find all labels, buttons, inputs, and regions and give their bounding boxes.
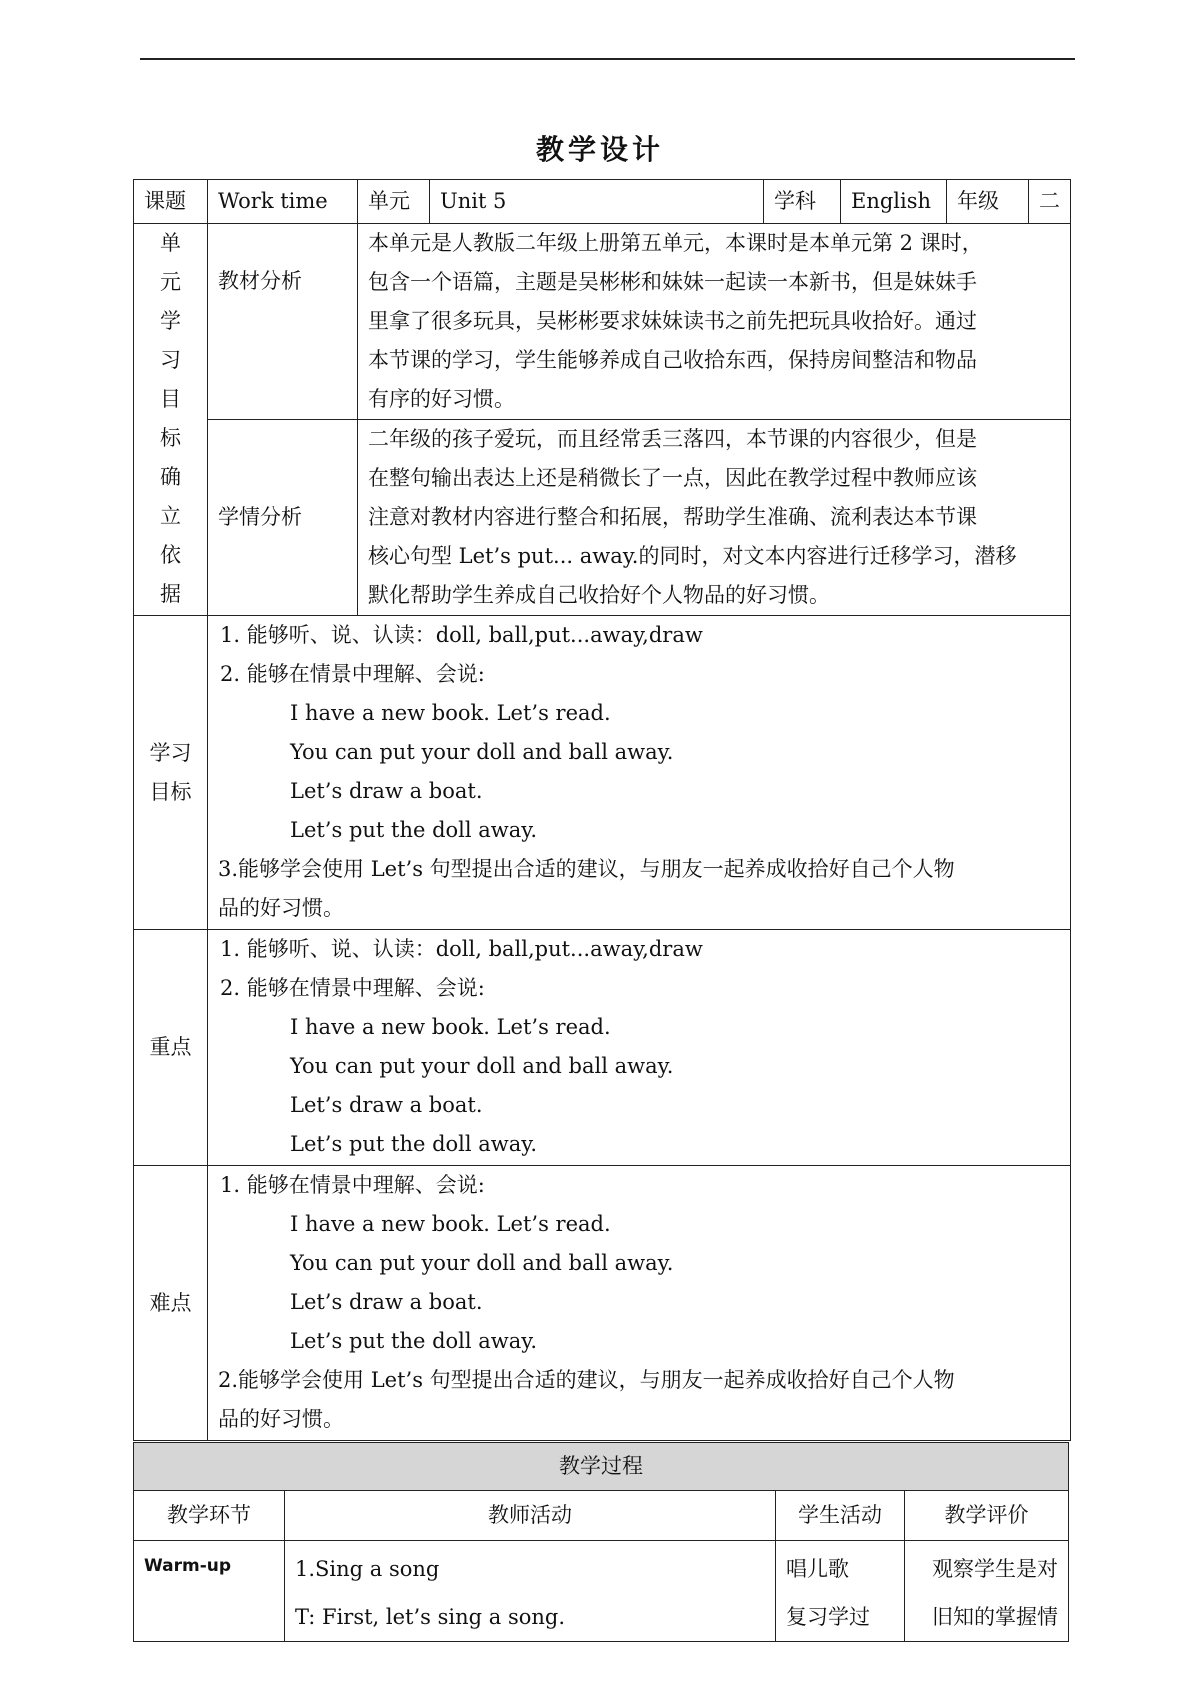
teacher-activity-cell: 1.Sing a song T: First, let’s sing a song. (285, 1541, 776, 1642)
lesson-plan-table (133, 179, 1071, 1441)
key-points-content: 1. 能够听、说、认读：doll, ball,put...away,draw 2. 能够在情景中理解、会说: I have a new book. Let’s read. You can put your doll and ball away. Let’s draw a boat. Let’s put the doll away. (208, 930, 1071, 1166)
student-activity-cell: 唱儿歌 复习学过 (776, 1541, 905, 1642)
process-header: 教学过程 (134, 1443, 1069, 1491)
difficulties-row (134, 1166, 1071, 1441)
unit-value: Unit 5 (430, 180, 764, 224)
header-row (134, 180, 1071, 224)
col-student: 学生活动 (776, 1491, 905, 1541)
subject-value: English (841, 180, 947, 224)
topic-label: 课题 (134, 180, 208, 224)
difficulties-label: 难点 (134, 1166, 208, 1441)
students-label: 学情分析 (208, 420, 358, 616)
process-table (133, 1442, 1069, 1642)
grade-label: 年级 (947, 180, 1029, 224)
basis-label: 单 元 学 习 目 标 确 立 依 据 (134, 224, 208, 616)
difficulties-content: 1. 能够在情景中理解、会说: I have a new book. Let’s read. You can put your doll and ball away. Let’s draw a boat. Let’s put the doll away. 2.能够学会使用 Let’s 句型提出合适的建议，与朋友一起养成收拾好自己个人物 品的好习惯。 (208, 1166, 1071, 1441)
header-rule (140, 58, 1075, 60)
stage-cell: Warm-up (134, 1541, 285, 1642)
key-points-label: 重点 (134, 930, 208, 1166)
col-stage: 教学环节 (134, 1491, 285, 1541)
objectives-label: 学习 目标 (134, 616, 208, 930)
key-points-row (134, 930, 1071, 1166)
col-evaluation: 教学评价 (905, 1491, 1069, 1541)
process-header-row (134, 1443, 1069, 1491)
page-title: 教学设计 (535, 133, 664, 166)
unit-label: 单元 (358, 180, 430, 224)
col-teacher: 教师活动 (285, 1491, 776, 1541)
objectives-content: 1. 能够听、说、认读：doll, ball,put...away,draw 2. 能够在情景中理解、会说: I have a new book. Let’s read. You can put your doll and ball away. Let’s draw a boat. Let’s put the doll away. 3.能够学会使用 Let’s 句型提出合适的建议，与朋友一起养成收拾好自己个人物 品的好习惯。 (208, 616, 1071, 930)
evaluation-cell: 观察学生是对 旧知的掌握情 (905, 1541, 1069, 1642)
objectives-row (134, 616, 1071, 930)
students-analysis: 二年级的孩子爱玩，而且经常丢三落四，本节课的内容很少，但是 在整句输出表达上还是稍微长了一点，因此在教学过程中教师应该 注意对教材内容进行整合和拓展，帮助学生准确、流利表达本节课 核心句型 Let’s put... away.的同时，对文本内容进行迁移学习，潜移 默化帮助学生养成自己收拾好个人物品的好习惯。 (358, 420, 1071, 616)
subject-label: 学科 (764, 180, 841, 224)
textbook-row (134, 224, 1071, 420)
textbook-label: 教材分析 (208, 224, 358, 420)
process-columns-row (134, 1491, 1069, 1541)
topic-value: Work time (208, 180, 358, 224)
table-row (134, 1541, 1069, 1642)
textbook-analysis: 本单元是人教版二年级上册第五单元，本课时是本单元第 2 课时， 包含一个语篇，主题是吴彬彬和妹妹一起读一本新书，但是妹妹手 里拿了很多玩具，吴彬彬要求妹妹读书之前先把玩具收拾好。通过 本节课的学习，学生能够养成自己收拾东西，保持房间整洁和物品 有序的好习惯。 (358, 224, 1071, 420)
students-row (134, 420, 1071, 616)
grade-value: 二 (1029, 180, 1071, 224)
